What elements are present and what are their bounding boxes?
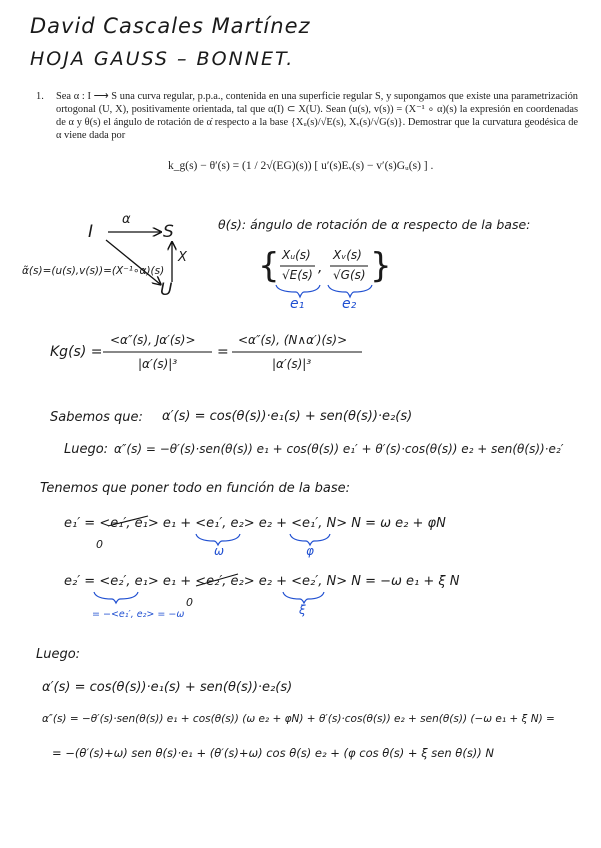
kg-lhs: Kg(s) = xyxy=(50,344,103,360)
basis-sqrtE: √E(s) xyxy=(282,268,313,282)
label-S: S xyxy=(163,222,174,242)
e1-prime-zero: 0 xyxy=(96,538,103,551)
kg-numerator-1: <α″(s), Jα′(s)> xyxy=(110,333,196,347)
kg-denominator-1: |α′(s)|³ xyxy=(138,357,178,371)
basis-comma: , xyxy=(318,260,323,276)
label-X: X xyxy=(178,250,187,265)
alpha-double-prime-result: = −(θ′(s)+ω) sen θ(s)·e₁ + (θ′(s)+ω) cos θ(s) e₂ + (φ cos θ(s) + ξ sen θ(s)) N xyxy=(52,746,495,760)
author-name: David Cascales Martínez xyxy=(30,14,311,38)
luego-label: Luego: xyxy=(64,442,109,457)
kg-denominator-2: |α′(s)|³ xyxy=(272,357,312,371)
alpha-prime-line: α′(s) = cos(θ(s))·e₁(s) + sen(θ(s))·e₂(s) xyxy=(42,680,293,695)
e2-label: e₂ xyxy=(342,296,357,312)
phi-label: φ xyxy=(306,544,314,558)
label-alpha: α xyxy=(122,212,131,227)
problem-number: 1. xyxy=(36,91,44,102)
basis-open-brace: { xyxy=(258,246,280,286)
tenemos-text: Tenemos que poner todo en función de la base: xyxy=(40,481,350,496)
basis-sqrtG: √G(s) xyxy=(333,268,366,282)
basis-xu: Xᵤ(s) xyxy=(282,248,311,262)
sabemos-label: Sabemos que: xyxy=(50,410,143,425)
kg-equals: = xyxy=(217,344,229,360)
problem-formula: k_g(s) − θ′(s) = (1 / 2√(EG)(s)) [ u′(s)Eᵥ(s) − v′(s)Gᵤ(s) ] . xyxy=(168,160,434,172)
alpha-double-prime-line: α″(s) = −θ′(s)·sen(θ(s)) e₁ + cos(θ(s)) (ω e₂ + φN) + θ′(s)·cos(θ(s)) e₂ + sen(θ(s)) (−ω e₁ + ξ N) = xyxy=(42,713,555,725)
e2-prime-zero: 0 xyxy=(186,596,193,609)
e2-prime-equation: e₂′ = <e₂′, e₁> e₁ + <e₂′, e₂> e₂ + <e₂′, N> N = −ω e₁ + ξ N xyxy=(64,574,460,589)
basis-xv: Xᵥ(s) xyxy=(333,248,362,262)
theta-definition: θ(s): ángulo de rotación de α respecto de la base: xyxy=(218,217,531,232)
alpha-tilde-def: α̃(s)=(u(s),v(s))=(X⁻¹∘α)(s) xyxy=(22,265,165,277)
arrow-alpha-tilde xyxy=(106,240,160,284)
basis-close-brace: } xyxy=(370,246,392,286)
sabemos-equation: α′(s) = cos(θ(s))·e₁(s) + sen(θ(s))·e₂(s) xyxy=(162,409,413,424)
e1-label: e₁ xyxy=(290,296,305,312)
sheet-title: HOJA GAUSS – BONNET. xyxy=(30,48,295,70)
kg-numerator-2: <α″(s), (N∧α′)(s)> xyxy=(238,333,348,347)
omega-label: ω xyxy=(214,544,225,558)
xi-label: ξ xyxy=(299,603,306,617)
e1-prime-equation: e₁′ = <e₁′, e₁> e₁ + <e₁′, e₂> e₂ + <e₁′, N> N = ω e₂ + φN xyxy=(64,516,446,531)
luego-equation: α″(s) = −θ′(s)·sen(θ(s)) e₁ + cos(θ(s)) e₁′ + θ′(s)·cos(θ(s)) e₂ + sen(θ(s))·e₂′ xyxy=(114,442,564,456)
label-I: I xyxy=(88,222,94,242)
problem-text: Sea α : I ⟶ S una curva regular, p.p.a., contenida en una superficie regular S, y supongamos que existe una parametrización ortogonal (U, X), positivamente orientada, tal que α(I) ⊂ X(U). Sean (u(s), v(s)) = (X⁻¹ ∘ α)(s) la expresión en coordenadas de α y θ(s) el ángulo de rotación de α̇ respecto a la base {Xᵤ(s)/√E(s), Xᵥ(s)/√G(s)}. Demostrar que la curvatura geodésica de α viene dada por xyxy=(56,91,578,141)
label-U: U xyxy=(160,280,173,300)
e2-prime-note: = −<e₁′, e₂> = −ω xyxy=(92,609,185,620)
luego2-label: Luego: xyxy=(36,647,81,662)
